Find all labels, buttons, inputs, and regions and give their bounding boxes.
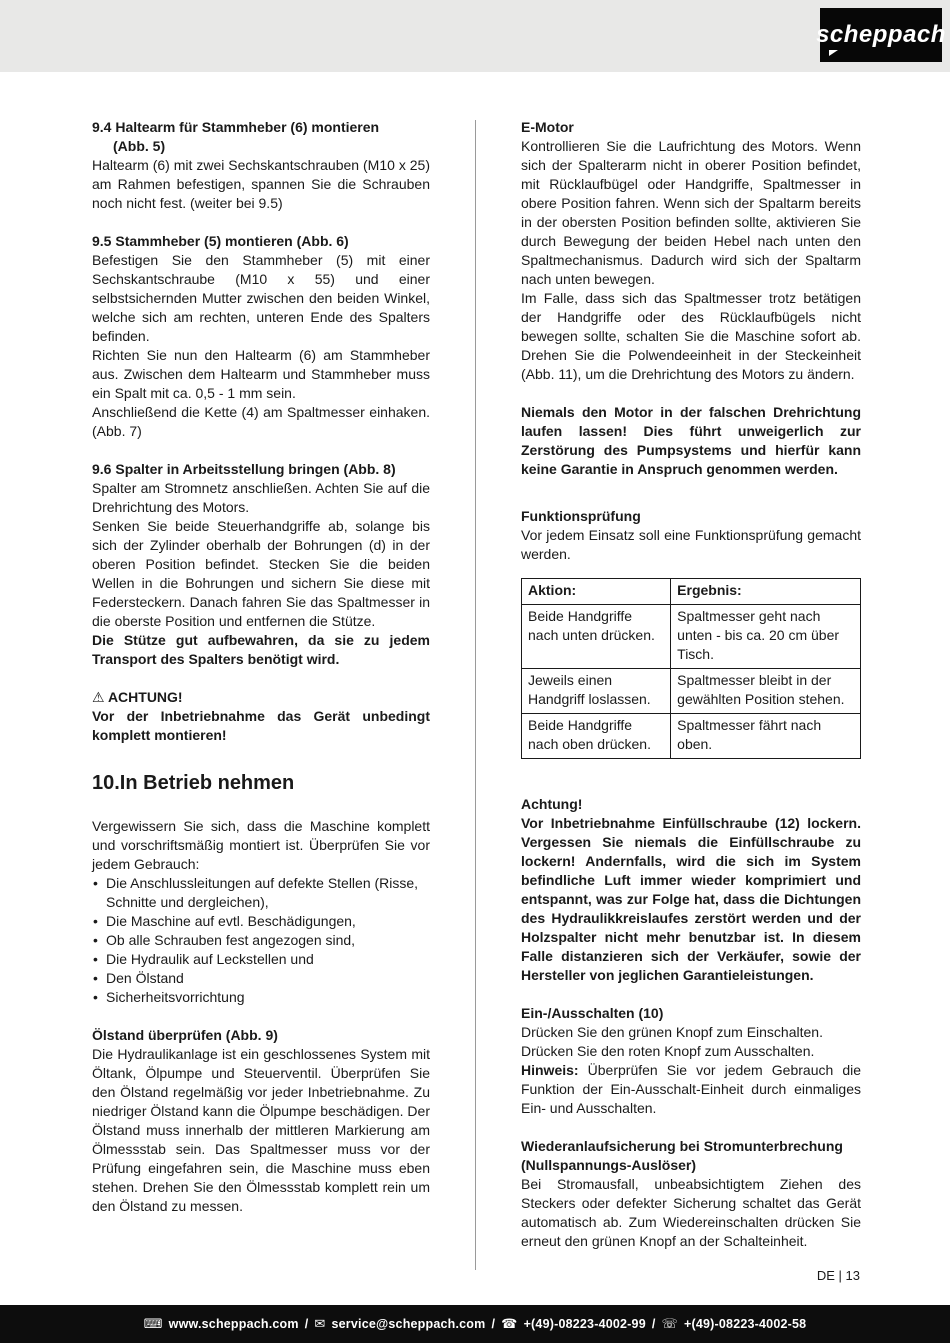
bold-note: Die Stütze gut aufbewahren, da sie zu jedem Transport des Spalters benötigt wird. (92, 632, 430, 667)
table-header-aktion: Aktion: (522, 579, 671, 605)
paragraph: Richten Sie nun den Haltearm (6) am Stammheber aus. Zwischen dem Haltearm und Stammheber muss ein Spalt mit ca. 0,5 - 1 mm sein. (92, 347, 430, 401)
phone-icon: ☎ (501, 1316, 518, 1331)
achtung-note (92, 688, 430, 745)
section-10-heading: 10.In Betrieb nehmen (92, 772, 295, 794)
section-10-intro (92, 817, 430, 1007)
section-9-4-heading (92, 118, 430, 156)
footer-phone: +(49)-08223-4002-99 (523, 1317, 646, 1331)
footer-website: www.scheppach.com (168, 1317, 299, 1331)
left-column (92, 118, 430, 1270)
table-header-ergebnis: Ergebnis: (671, 579, 861, 605)
paragraph: Drücken Sie den roten Knopf zum Ausschalten. (521, 1043, 815, 1059)
oil-level-section (92, 1026, 430, 1216)
funktionspruefung-heading: Funktionsprüfung (521, 508, 641, 524)
warning-icon: ⚠ (92, 689, 105, 705)
heading-line: 9.4 Haltearm für Stammheber (6) montieren (92, 119, 380, 135)
paragraph: Vergewissern Sie sich, dass die Maschine komplett und vorschriftsmäßig montiert ist. Überprüfen Sie vor jedem Gebrauch: (92, 818, 430, 872)
checklist-item: • Ob alle Schrauben fest angezogen sind, (92, 931, 430, 950)
page-number: DE | 13 (816, 1268, 860, 1283)
paragraph: Haltearm (6) mit zwei Sechskantschrauben (M10 x 25) am Rahmen befestigen, spannen Sie die Schrauben noch nicht fest. (weiter bei 9.5) (92, 157, 430, 211)
footer-email: service@scheppach.com (331, 1317, 486, 1331)
table-cell-aktion: Beide Handgriffe nach oben drücken. (522, 714, 671, 759)
oil-level-heading: Ölstand überprüfen (Abb. 9) (92, 1027, 278, 1043)
paragraph: Im Falle, dass sich das Spaltmesser trotz betätigen der Handgriffe oder des Rücklaufbügels nicht bewegen sollte, schalten Sie die Maschine sofort ab. Drehen Sie die Polwendeeinheit in der Steckeinheit (Abb. 11), um die Drehrichtung des Motors zu ändern. (521, 290, 861, 382)
table-row (522, 714, 861, 759)
einfuellschraube-warning (521, 795, 861, 985)
fax-icon: ☏ (661, 1316, 679, 1331)
emotor-section (521, 118, 861, 384)
checklist-item: • Den Ölstand (92, 969, 430, 988)
checklist-item: • Sicherheitsvorrichtung (92, 988, 430, 1007)
table-cell-ergebnis: Spaltmesser geht nach unten - bis ca. 20 cm über Tisch. (671, 605, 861, 669)
funktionspruefung-section (521, 507, 861, 759)
paragraph: Anschließend die Kette (4) am Spaltmesser einhaken. (Abb. 7) (92, 404, 430, 439)
section-9-4 (92, 118, 430, 213)
scheppach-logo (816, 8, 946, 62)
motor-warning-note: Niemals den Motor in der falschen Drehrichtung laufen lassen! Dies führt unweigerlich zur Zerstörung des Pumpsystems und hierfür kann keine Garantie in Anspruch genommen werden. (521, 404, 861, 477)
table-row (522, 605, 861, 669)
einfuellschraube-warning-heading: Achtung! (521, 796, 583, 812)
achtung-text: Vor der Inbetriebnahme das Gerät unbedingt komplett montieren! (92, 708, 430, 743)
wiederanlaufsicherung-section (521, 1137, 861, 1251)
pre-use-checklist (92, 874, 430, 1007)
brand-name: scheppach (816, 21, 946, 48)
email-icon: ✉ (314, 1316, 326, 1331)
paragraph: Kontrollieren Sie die Laufrichtung des Motors. Wenn sich der Spalterarm nicht in oberer Position befindet, mit Rücklaufbügel oder Handgriffe, Spaltmesser in obere Position fahren. Wenn sich der Spaltarm bereits in der obersten Position befinden sollte, aktivieren Sie durch Bewegung der beiden Hebel nach unten den Spaltmechanismus. Dadurch wird sich der Spaltarm nach unten bewegen. (521, 138, 861, 287)
heading-line: (Nullspannungs-Auslöser) (521, 1157, 697, 1173)
footer-separator: / (304, 1317, 309, 1331)
achtung-title-line (92, 688, 430, 707)
hinweis-text: Überprüfen Sie vor jedem Gebrauch die Funktion der Ein-Ausschalt-Einheit durch einmaliges Ein- und Ausschalten. (521, 1062, 862, 1116)
function-check-table (521, 578, 861, 759)
table-row (522, 669, 861, 714)
achtung-title: ACHTUNG! (107, 689, 183, 705)
table-cell-aktion: Beide Handgriffe nach unten drücken. (522, 605, 671, 669)
footer-separator: / (651, 1317, 656, 1331)
footer-bar (0, 1305, 950, 1343)
paragraph: Befestigen Sie den Stammheber (5) mit einer Sechskantschraube (M10 x 55) und einer selbstsichernden Mutter zwischen den beiden Winkel, welche sich am rechten, unteren Ende des Spalters befinden. (92, 252, 430, 344)
emotor-heading: E-Motor (521, 119, 574, 135)
table-header-row (522, 579, 861, 605)
ein-ausschalten-section (521, 1004, 861, 1118)
ein-ausschalten-heading: Ein-/Ausschalten (10) (521, 1005, 664, 1021)
section-9-6-heading: 9.6 Spalter in Arbeitsstellung bringen (Abb. 8) (92, 461, 396, 477)
paragraph: Drücken Sie den grünen Knopf zum Einschalten. (521, 1024, 823, 1040)
section-9-5-heading: 9.5 Stammheber (5) montieren (Abb. 6) (92, 233, 349, 249)
section-9-5 (92, 232, 430, 441)
heading-line: (Abb. 5) (113, 138, 166, 154)
wiederanlaufsicherung-heading (521, 1137, 861, 1175)
paragraph: Die Hydraulikanlage ist ein geschlossenes System mit Öltank, Ölpumpe und Steuerventil. Überprüfen Sie den Ölstand regelmäßig vor jeder Inbetriebnahme. Zu niedriger Ölstand kann die Ölpumpe beschädigen. Der Ölstand muss innerhalb der mittleren Markierung am Ölmessstab sein. Das Spaltmesser muss vor der Prüfung eingefahren sein, die Maschine muss eben stehen. Drehen Sie den Ölmessstab komplett rein um den Ölstand zu messen. (92, 1046, 430, 1214)
footer-separator: / (491, 1317, 496, 1331)
hinweis-paragraph (521, 1061, 861, 1118)
page-header (0, 0, 950, 72)
computer-icon: ⌨ (143, 1316, 163, 1331)
heading-line: Wiederanlaufsicherung bei Stromunterbrechung (521, 1138, 843, 1154)
table-cell-aktion: Jeweils einen Handgriff loslassen. (522, 669, 671, 714)
footer-fax: +(49)-08223-4002-58 (684, 1317, 807, 1331)
paragraph: Senken Sie beide Steuerhandgriffe ab, solange bis sich der Zylinder oberhalb der Bohrungen (d) in der oberen Position befindet. Stecken Sie die beiden Wellen in die Bohrungen und sichern Sie diese mit Federsteckern. Danach fahren Sie das Spaltmesser in die oberste Position und entfernen die Stütze. (92, 518, 430, 629)
checklist-item: • Die Anschlussleitungen auf defekte Stellen (Risse, Schnitte und dergleichen), (92, 874, 430, 912)
table-cell-ergebnis: Spaltmesser bleibt in der gewählten Position stehen. (671, 669, 861, 714)
column-divider (475, 120, 476, 1270)
logo-triangle-icon (829, 50, 838, 56)
hinweis-label: Hinweis: (521, 1062, 579, 1078)
einfuellschraube-warning-text: Vor Inbetriebnahme Einfüllschraube (12) lockern. Vergessen Sie niemals die Einfüllschraube zu lockern! Andernfalls, wird die sich im System befindliche Luft immer wieder komprimiert und entspannt, was zur Folge hat, dass die Dichtungen des Hydraulikkreislaufes zerstört werden und der Holzspalter nicht mehr benutzbar ist. In diesem Falle distanzieren sich der Verkäufer, sowie der Hersteller von jeglichen Garantieleistungen. (521, 815, 861, 983)
right-column (521, 118, 861, 1270)
section-9-6 (92, 460, 430, 669)
table-cell-ergebnis: Spaltmesser fährt nach oben. (671, 714, 861, 759)
paragraph: Spalter am Stromnetz anschließen. Achten Sie auf die Drehrichtung des Motors. (92, 480, 430, 515)
checklist-item: • Die Maschine auf evtl. Beschädigungen, (92, 912, 430, 931)
paragraph: Vor jedem Einsatz soll eine Funktionsprüfung gemacht werden. (521, 527, 861, 562)
page-content (0, 72, 950, 1270)
paragraph: Bei Stromausfall, unbeabsichtigtem Ziehen des Steckers oder defekter Sicherung schaltet das Gerät automatisch ab. Zum Wiedereinschalten drücken Sie erneut den grünen Knopf an der Schalteinheit. (521, 1176, 861, 1249)
checklist-item: • Die Hydraulik auf Leckstellen und (92, 950, 430, 969)
